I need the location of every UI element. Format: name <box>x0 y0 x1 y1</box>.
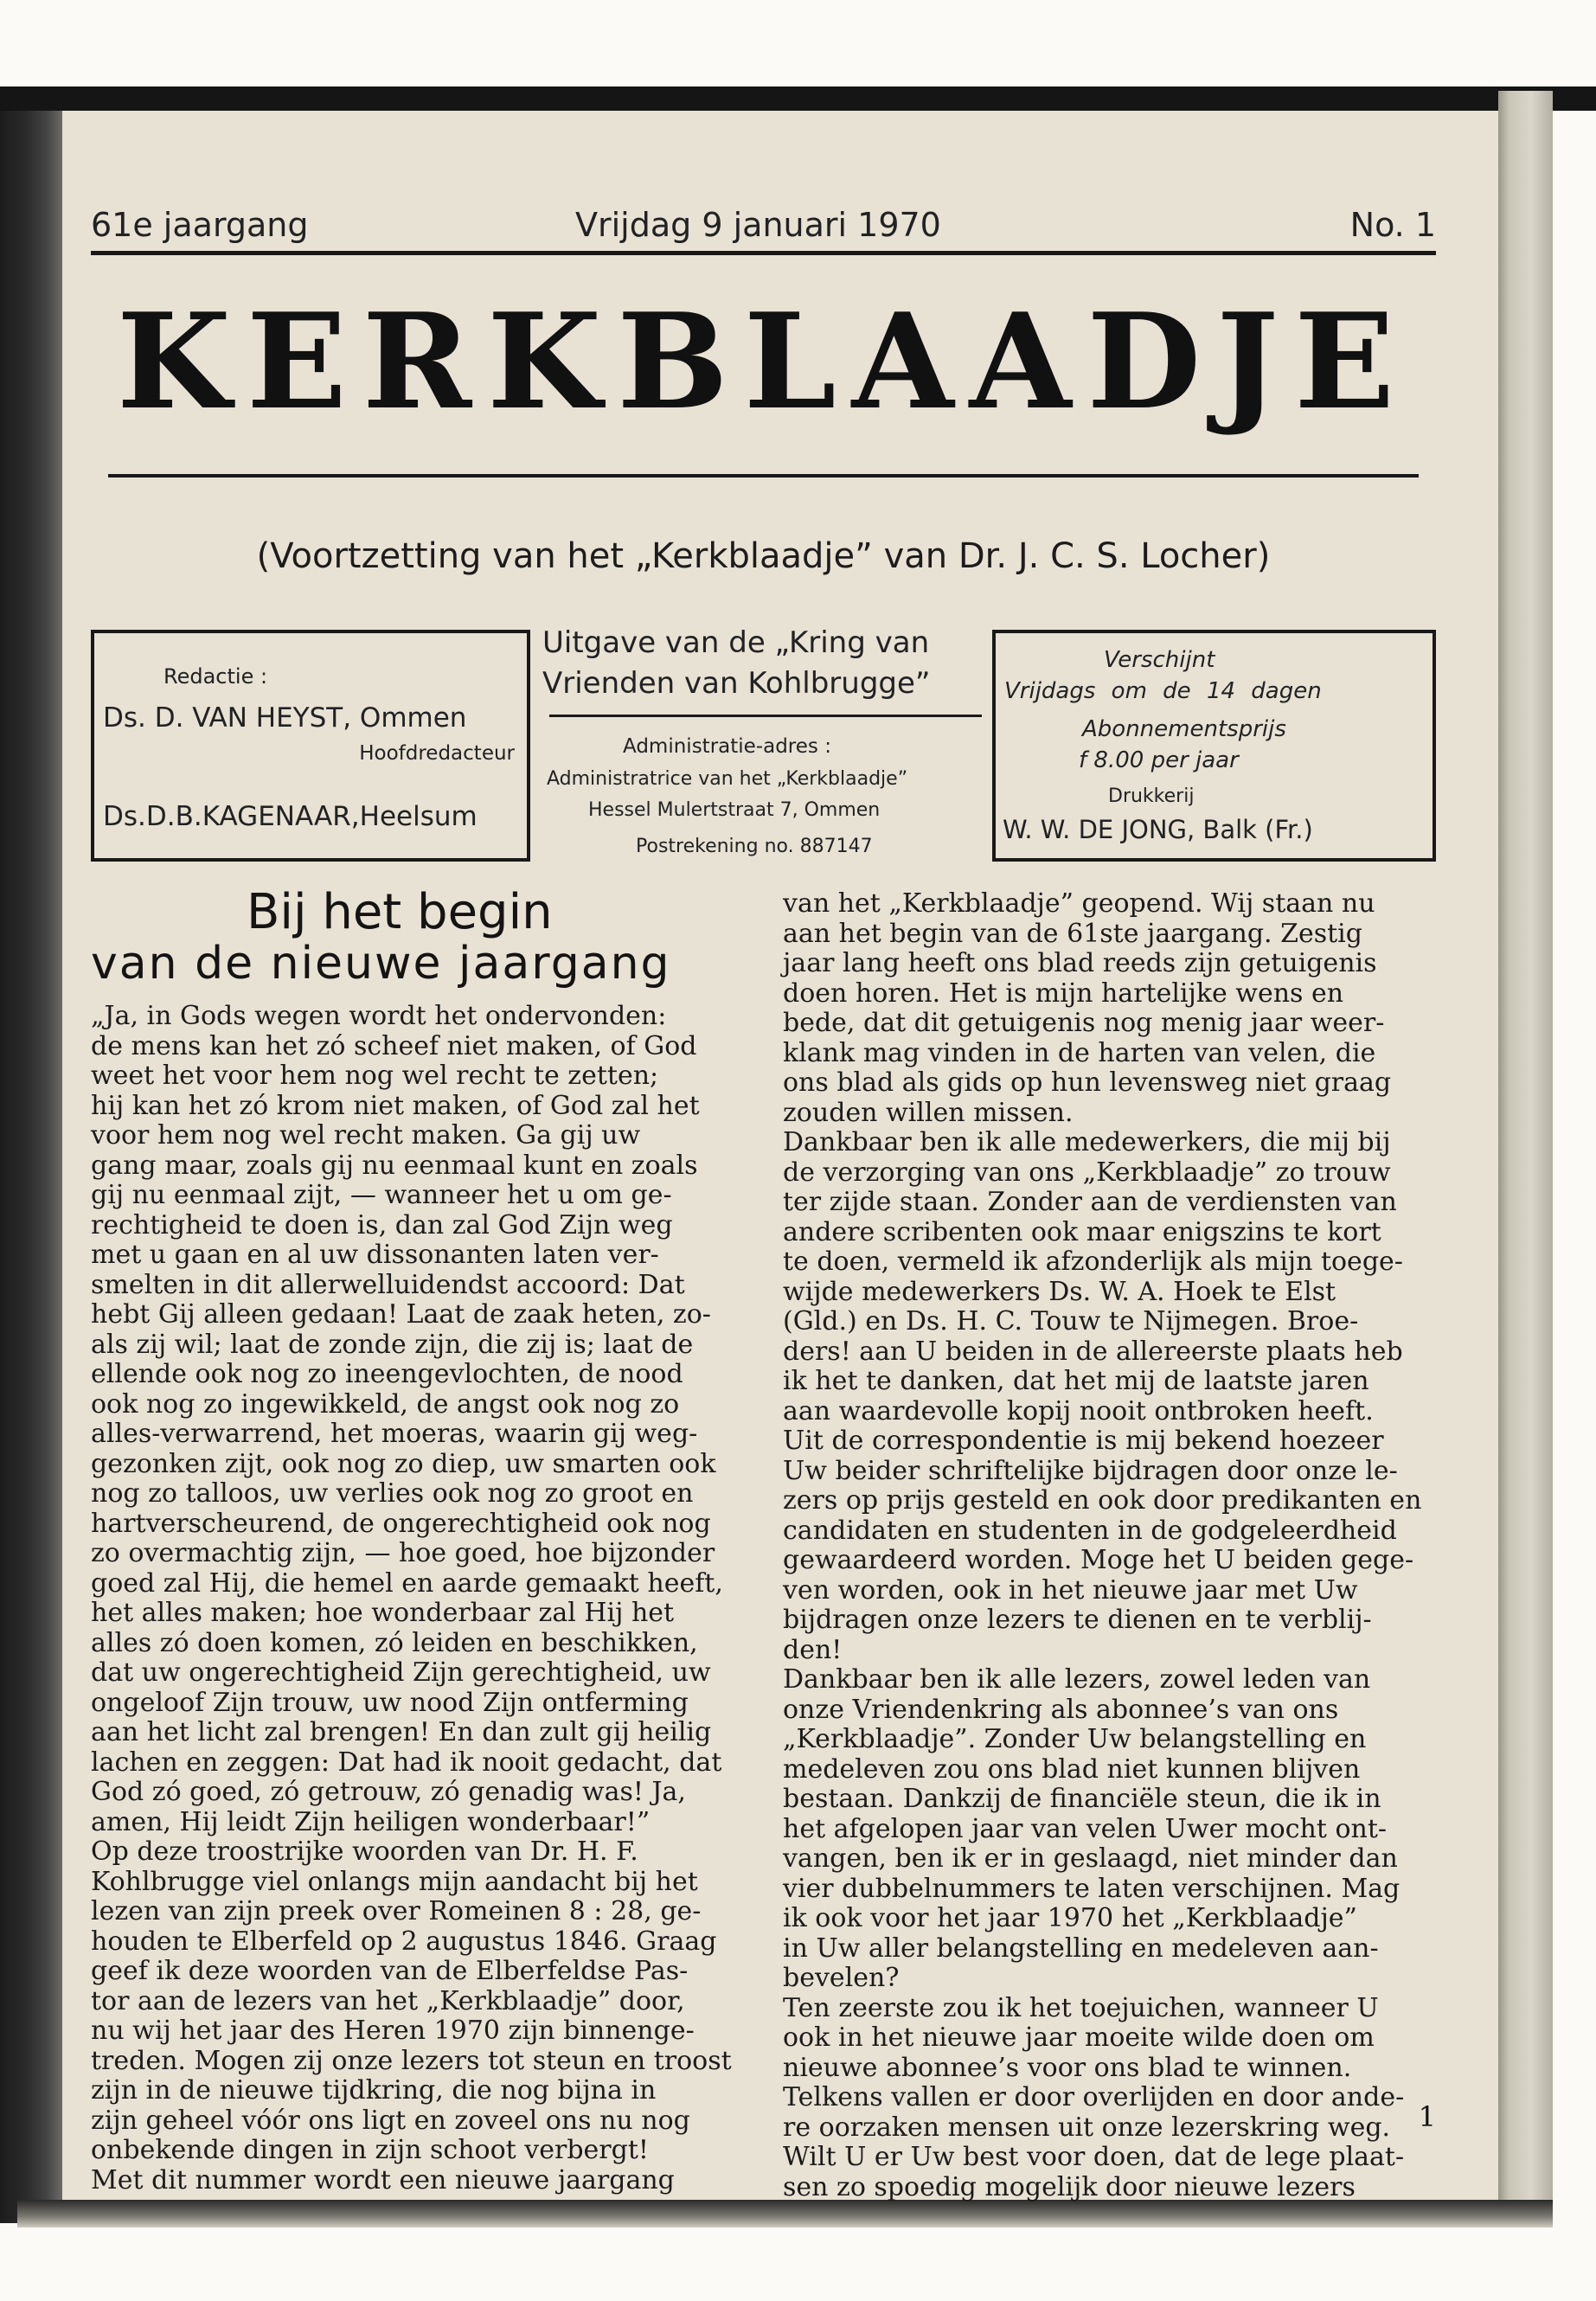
article-line: ons blad als gids op hun levensweg niet graag <box>783 1067 1392 1098</box>
article-line: treden. Mogen zij onze lezers tot steun en troost <box>91 2045 732 2076</box>
article-line: Wilt U er Uw best voor doen, dat de lege plaat- <box>783 2142 1405 2172</box>
article-line: in Uw aller belangstelling en medeleven aan- <box>783 1932 1379 1964</box>
issue-number: No. 1 <box>1349 206 1436 244</box>
subscription-box <box>992 630 1436 862</box>
article-line: jaar lang heeft ons blad reeds zijn getuigenis <box>783 948 1377 978</box>
article-line: zo overmachtig zijn, — hoe goed, hoe bijzonder <box>91 1538 715 1568</box>
article-line: (Gld.) en Ds. H. C. Touw te Nijmegen. Broe- <box>783 1306 1359 1336</box>
page-number: 1 <box>1418 2100 1436 2133</box>
address-label: Administratie-adres : <box>623 735 831 758</box>
article-line: alles-verwarrend, het moeras, waarin gij weg- <box>91 1419 698 1449</box>
appears-frequency: Vrijdags om de 14 dagen <box>1004 678 1322 704</box>
article-line: de verzorging van ons „Kerkblaadje” zo trouw <box>783 1157 1391 1188</box>
article-line: weet het voor hem nog wel recht te zetten; <box>91 1061 659 1091</box>
subscription-price: f 8.00 per jaar <box>1079 747 1239 773</box>
article-line: bestaan. Dankzij de financiële steun, die ik in <box>783 1784 1381 1814</box>
article-line: onze Vriendenkring als abonnee’s van ons <box>783 1694 1339 1725</box>
article-line: aan het begin van de 61ste jaargang. Zestig <box>783 918 1362 949</box>
article-line: zers op prijs gesteld en ook door predikanten en <box>783 1485 1422 1516</box>
article-left-column <box>91 1002 748 2195</box>
article-line: smelten in dit allerwelluidendst accoord: Dat <box>91 1269 685 1300</box>
price-label: Abonnementsprijs <box>1082 716 1286 742</box>
article-line: den! <box>783 1634 843 1665</box>
page-edges <box>1498 91 1553 2227</box>
article-line: nog zo talloos, uw verlies ook nog zo groot en <box>91 1478 694 1509</box>
article-line: geef ik deze woorden van de Elberfeldse Pas- <box>91 1956 689 1986</box>
volume-label: 61e jaargang <box>91 206 309 244</box>
newspaper-title: KERKBLAADJE <box>116 284 1411 439</box>
header-rule <box>91 251 1436 255</box>
article-line: ders! aan U beiden in de allereerste plaats heb <box>783 1336 1403 1367</box>
publisher-line2: Vrienden van Kohlbrugge” <box>542 666 931 701</box>
article-line: voor hem nog wel recht maken. Ga gij uw <box>91 1120 641 1150</box>
book-top-edge <box>0 87 1596 111</box>
article-line: ik ook voor het jaar 1970 het „Kerkblaadje” <box>783 1903 1357 1933</box>
co-editor: Ds.D.B.KAGENAAR,Heelsum <box>103 801 478 832</box>
article-line: amen, Hij leidt Zijn heiligen wonderbaar!” <box>91 1806 651 1837</box>
article-line: Dankbaar ben ik alle medewerkers, die mij bij <box>783 1127 1391 1157</box>
article-line: lachen en zeggen: Dat had ik nooit gedacht, dat <box>91 1747 722 1778</box>
article-line: dat uw ongerechtigheid Zijn gerechtigheid, uw <box>91 1657 711 1688</box>
article-line: nieuwe abonnee’s voor ons blad te winnen. <box>783 2052 1352 2083</box>
article-line: Met dit nummer wordt een nieuwe jaargang <box>91 2164 675 2195</box>
article-line: hij kan het zó krom niet maken, of God zal het <box>91 1090 700 1121</box>
article-line: ellende ook nog zo ineengevlochten, de nood <box>91 1359 683 1389</box>
article-line: lezen van zijn preek over Romeinen 8 : 28, ge- <box>91 1896 702 1926</box>
publisher-line1: Uitgave van de „Kring van <box>542 625 930 660</box>
article-line: van het „Kerkblaadje” geopend. Wij staan nu <box>783 888 1375 919</box>
printer-label: Drukkerij <box>1108 785 1195 807</box>
article-line: vier dubbelnummers te laten verschijnen. Mag <box>783 1873 1401 1904</box>
article-line: het afgelopen jaar van velen Uwer mocht ont- <box>783 1813 1388 1844</box>
article-line: ven worden, ook in het nieuwe jaar met Uw <box>783 1574 1358 1606</box>
article-line: Ten zeerste zou ik het toejuichen, wanneer U <box>783 1992 1379 2023</box>
article-line: bevelen? <box>783 1963 900 1993</box>
article-line: nu wij het jaar des Heren 1970 zijn binnenge- <box>91 2016 695 2046</box>
article-line: klank mag vinden in de harten van velen, die <box>783 1037 1376 1068</box>
article-line: andere scribenten ook maar enigszins te kort <box>783 1216 1381 1247</box>
article-line: candidaten en studenten in de godgeleerdheid <box>783 1515 1397 1546</box>
article-line: wijde medewerkers Ds. W. A. Hoek te Elst <box>783 1276 1336 1307</box>
article-line: „Ja, in Gods wegen wordt het ondervonden: <box>91 1001 667 1031</box>
article-line: bijdragen onze lezers te dienen en te verblij- <box>783 1605 1372 1635</box>
article-line: Telkens vallen er door overlijden en door ande- <box>783 2082 1405 2112</box>
book-bottom-edge <box>17 2200 1553 2227</box>
article-line: bede, dat dit getuigenis nog menig jaar weer- <box>783 1008 1385 1038</box>
article-line: aan waardevolle kopij nooit ontbroken heeft. <box>783 1395 1374 1426</box>
article-line: medeleven zou ons blad niet kunnen blijven <box>783 1753 1361 1785</box>
article-line: alles zó doen komen, zó leiden en beschikken, <box>91 1627 698 1658</box>
address-line1: Administratrice van het „Kerkblaadje” <box>547 768 908 790</box>
article-line: Uw beider schriftelijke bijdragen door onze le- <box>783 1455 1398 1486</box>
article-line: vangen, ben ik er in geslaagd, niet minder dan <box>783 1843 1398 1874</box>
article-line: re oorzaken mensen uit onze lezerskring weg. <box>783 2112 1391 2143</box>
newspaper-page <box>91 111 1436 2200</box>
postal-account: Postrekening no. 887147 <box>636 836 873 857</box>
printer-name: W. W. DE JONG, Balk (Fr.) <box>1003 815 1313 844</box>
address-line2: Hessel Mulertstraat 7, Ommen <box>588 799 881 821</box>
article-line: ongeloof Zijn trouw, uw nood Zijn ontferming <box>91 1687 689 1718</box>
article-line: Op deze troostrijke woorden van Dr. H. F. <box>91 1836 638 1867</box>
editor-in-chief: Ds. D. VAN HEYST, Ommen <box>103 702 467 734</box>
article-line: ter zijde staan. Zonder aan de verdiensten van <box>783 1187 1397 1217</box>
article-line: doen horen. Het is mijn hartelijke wens en <box>783 977 1344 1009</box>
article-line: zijn in de nieuwe tijdkring, die nog bijna in <box>91 2075 657 2106</box>
article-line: God zó goed, zó getrouw, zó genadig was! Ja, <box>91 1777 686 1807</box>
title-rule <box>108 474 1419 478</box>
article-line: onbekende dingen in zijn schoot verbergt! <box>91 2135 649 2165</box>
book-binding <box>0 91 62 2223</box>
article-line: hartverscheurend, de ongerechtigheid ook nog <box>91 1508 711 1539</box>
appears-label: Verschijnt <box>1104 647 1215 673</box>
editorial-label: Redactie : <box>163 664 268 689</box>
article-line: met u gaan en al uw dissonanten laten ver- <box>91 1240 659 1270</box>
issue-date: Vrijdag 9 januari 1970 <box>575 206 941 244</box>
editor-role: Hoofdredacteur <box>359 742 515 765</box>
article-line: gang maar, zoals gij nu eenmaal kunt en zoals <box>91 1150 698 1181</box>
article-line: houden te Elberfeld op 2 augustus 1846. Graag <box>91 1926 717 1957</box>
article-line: aan het licht zal brengen! En dan zult gij heilig <box>91 1717 712 1747</box>
article-right-column <box>783 889 1440 2202</box>
article-title-line2: van de nieuwe jaargang <box>91 938 671 990</box>
article-line: „Kerkblaadje”. Zonder Uw belangstelling en <box>783 1724 1367 1754</box>
article-line: ook nog zo ingewikkeld, de angst ook nog zo <box>91 1388 680 1420</box>
article-line: hebt Gij alleen gedaan! Laat de zaak heten, zo- <box>91 1299 711 1330</box>
article-line: tor aan de lezers van het „Kerkblaadje” door, <box>91 1985 685 2016</box>
editorial-box <box>91 630 530 862</box>
article-line: gezonken zijt, ook nog zo diep, uw smarten ook <box>91 1448 716 1479</box>
article-line: gewaardeerd worden. Moge het U beiden gege- <box>783 1545 1414 1575</box>
article-line: zouden willen missen. <box>783 1097 1074 1128</box>
article-line: het alles maken; hoe wonderbaar zal Hij het <box>91 1598 675 1628</box>
article-line: goed zal Hij, die hemel en aarde gemaakt heeft, <box>91 1567 723 1599</box>
article-line: Kohlbrugge viel onlangs mijn aandacht bij het <box>91 1866 698 1897</box>
article-line: ik het te danken, dat het mij de laatste jaren <box>783 1366 1369 1396</box>
article-line: de mens kan het zó scheef niet maken, of God <box>91 1030 697 1061</box>
article-line: Uit de correspondentie is mij bekend hoezeer <box>783 1426 1384 1456</box>
issue-header <box>91 206 1436 244</box>
article-line: te doen, vermeld ik afzonderlijk als mijn toege- <box>783 1247 1403 1277</box>
article-line: zijn geheel vóór ons ligt en zoveel ons nu nog <box>91 2105 690 2136</box>
article-line: sen zo spoedig mogelijk door nieuwe lezers <box>783 2171 1356 2202</box>
publisher-rule <box>549 715 982 717</box>
article-title-line1: Bij het begin <box>247 884 553 940</box>
article-line: rechtigheid te doen is, dan zal God Zijn weg <box>91 1209 673 1240</box>
article-line: gij nu eenmaal zijt, — wanneer het u om ge- <box>91 1180 672 1210</box>
newspaper-subtitle: (Voortzetting van het „Kerkblaadje” van Dr. J. C. S. Locher) <box>256 536 1271 576</box>
article-line: ook in het nieuwe jaar moeite wilde doen om <box>783 2022 1375 2053</box>
article-line: Dankbaar ben ik alle lezers, zowel leden van <box>783 1664 1371 1695</box>
article-line: als zij wil; laat de zonde zijn, die zij is; laat de <box>91 1329 694 1360</box>
